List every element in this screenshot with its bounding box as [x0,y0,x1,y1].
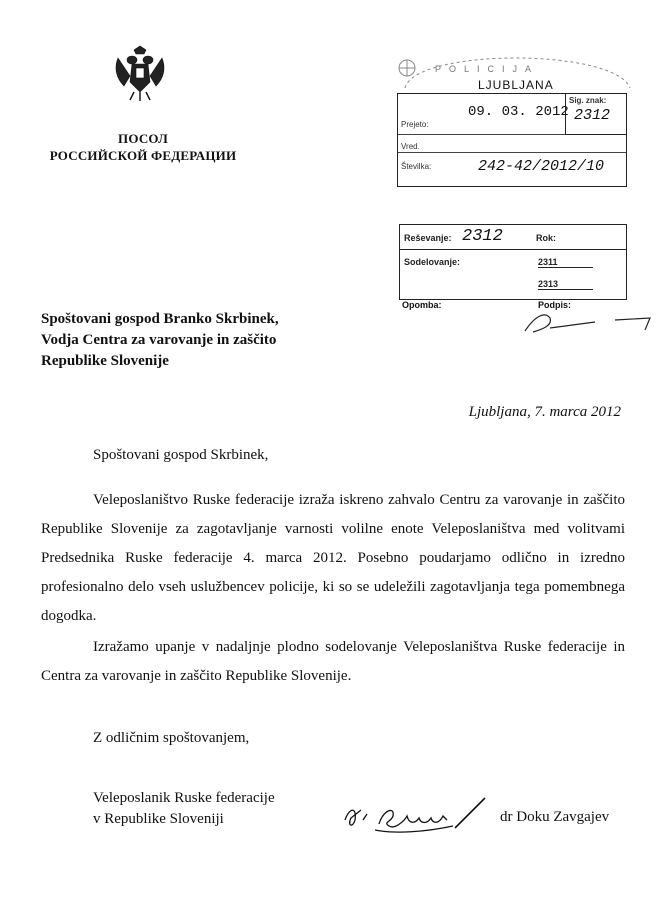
signer-name: dr Doku Zavgajev [500,809,610,825]
cooperation-2: 2313 [538,279,593,290]
received-label: Prejeto: [401,120,429,129]
addressee-line-3: Republike Slovenije [41,353,169,369]
signer-title-line-1: Veleposlanik Ruske federacije [93,790,275,806]
note-label: Opomba: [402,300,442,310]
resolve-label: Reševanje: [404,233,452,243]
sender-line-2: РОССИЙСКОЙ ФЕДЕРАЦИИ [49,148,237,163]
cooperation-label: Sodelovanje: [404,257,461,267]
resolve-value: 2312 [462,227,503,246]
signer-title [93,788,275,830]
stamp-row-value [398,134,626,153]
stamp-initials-scribble [505,306,655,336]
salutation: Spoštovani gospod Skrbinek, [93,447,269,463]
addressee-line-1: Spoštovani gospod Branko Skrbinek, [41,311,279,327]
stamp-row-received [398,94,626,135]
number-label: Številka: [401,162,432,171]
cooperation-1: 2311 [538,257,593,268]
signer-title-line-2: v Republike Sloveniji [93,811,224,827]
handwritten-signature [335,790,505,845]
body-paragraph-2: Izražamo upanje v nadaljnje plodno sodelovanje Veleposlaništva Ruske federacije in Centra za varovanje in zaščito Republike Slovenije. [41,639,625,684]
number-value: 242-42/2012/10 [478,158,605,175]
coat-of-arms-emblem [110,44,170,104]
signature-label: Podpis: [538,300,571,310]
received-date: 09. 03. 2012 [468,104,569,120]
letter-date: Ljubljana, 7. marca 2012 [468,404,621,420]
sig-box [565,94,626,135]
body-paragraph-1: Veleposlaništvo Ruske federacije izraža iskreno zahvalo Centru za varovanje in zaščito Republike Slovenije za zagotavljanje varnosti volilne enote Veleposlaništva med volitvami Predsednika Ruske federacije 4. marca 2012. Posebno poudarjamo odlično in izredno profesionalno delo vseh uslužbencev policije, ki so se udeležili zagotavljanja tega pomembnega dogodka. [41,492,625,624]
addressee-line-2: Vodja Centra za varovanje in zaščito [41,332,277,348]
stamp-org-text: POLICIJA [435,64,540,74]
stamp-row-number [398,152,626,184]
value-label: Vred. [401,142,420,151]
sig-value: 2312 [574,107,611,124]
resolve-row [400,225,626,250]
sender-line-1: ПОСОЛ [118,131,168,146]
deadline-label: Rok: [536,233,556,243]
resolution-stamp [399,224,627,300]
stamp-city: LJUBLJANA [478,78,554,92]
sender-heading [18,130,268,164]
sig-label: Sig. znak: [569,96,607,105]
addressee-block [41,309,441,372]
registration-stamp [397,93,627,187]
closing: Z odličnim spoštovanjem, [93,730,250,746]
